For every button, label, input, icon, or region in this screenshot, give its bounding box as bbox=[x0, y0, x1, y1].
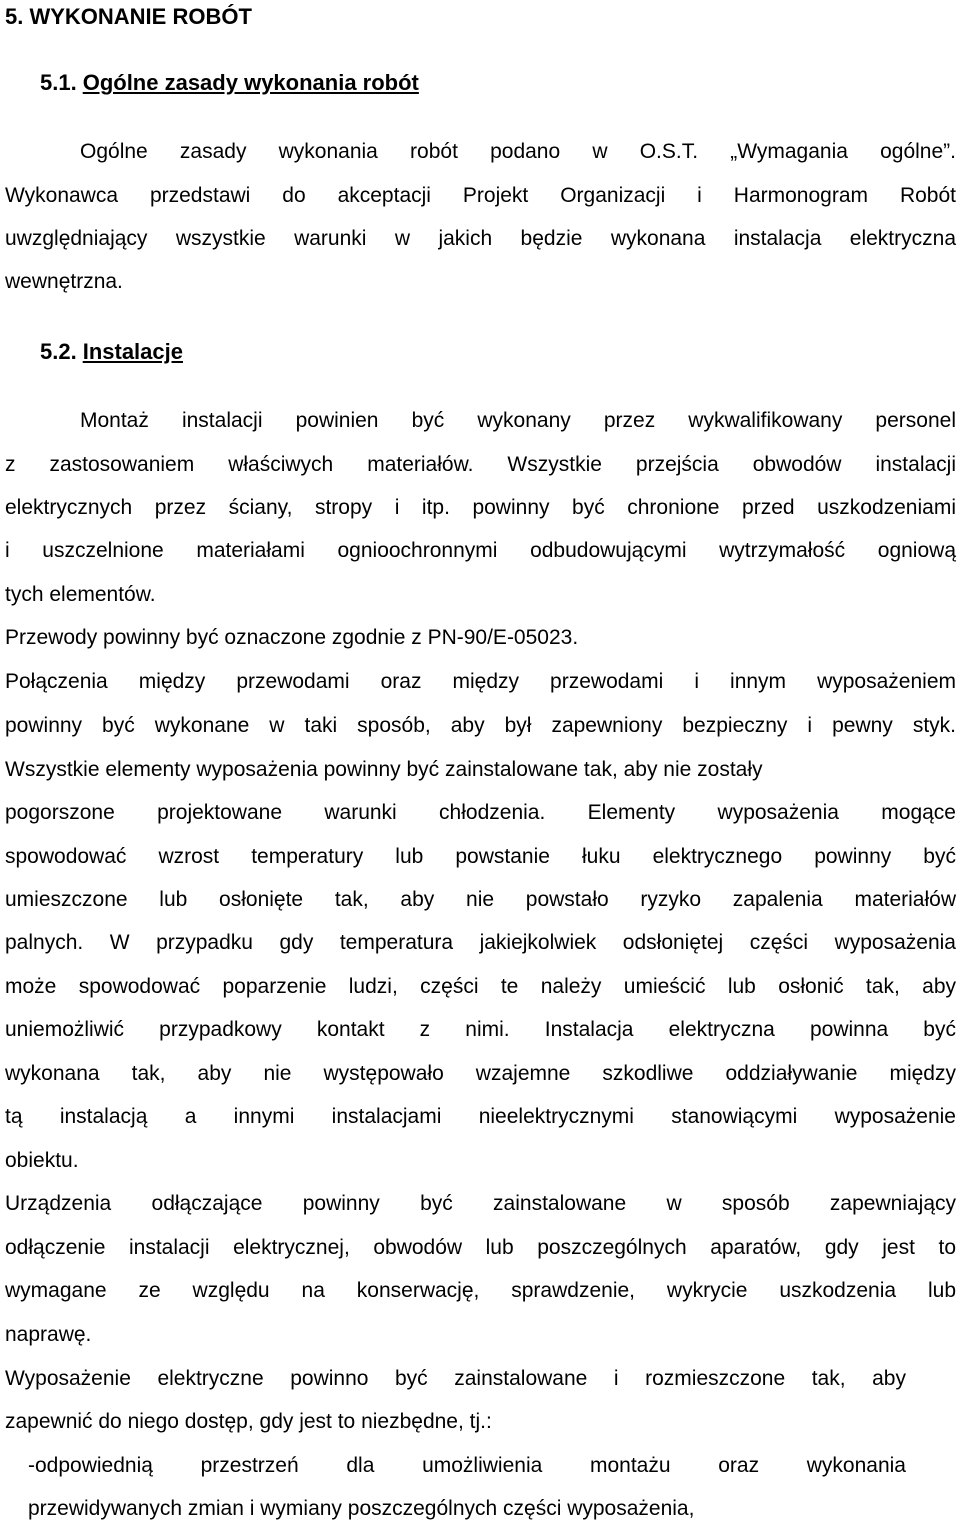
paragraph-line: naprawę. bbox=[5, 1323, 92, 1346]
section-heading-5-1 bbox=[40, 70, 960, 96]
paragraph-line: pogorszone projektowane warunki chłodzenia. Elementy wyposażenia mogące bbox=[5, 801, 956, 824]
paragraph-line: spowodować wzrost temperatury lub powstanie łuku elektrycznego powinny być bbox=[5, 845, 956, 868]
section-heading-5-2 bbox=[40, 339, 960, 365]
section-number: 5.1. bbox=[40, 70, 77, 95]
bullet-line: przewidywanych zmian i wymiany poszczególnych części wyposażenia, bbox=[28, 1497, 695, 1520]
paragraph-line: tą instalacją a innymi instalacjami nieelektrycznymi stanowiącymi wyposażenie bbox=[5, 1105, 956, 1128]
paragraph-line: elektrycznych przez ściany, stropy i itp. powinny być chronione przed uszkodzeniami bbox=[5, 496, 956, 519]
paragraph-line: z zastosowaniem właściwych materiałów. Wszystkie przejścia obwodów instalacji bbox=[5, 453, 956, 476]
paragraph-line: wykonana tak, aby nie występowało wzajemne szkodliwe oddziaływanie między bbox=[5, 1062, 956, 1085]
paragraph-line: umieszczone lub osłonięte tak, aby nie powstało ryzyko zapalenia materiałów bbox=[5, 888, 956, 911]
paragraph-line: Wyposażenie elektryczne powinno być zainstalowane i rozmieszczone tak, aby bbox=[5, 1367, 906, 1390]
paragraph-line: zapewnić do niego dostęp, gdy jest to niezbędne, tj.: bbox=[5, 1410, 492, 1433]
chapter-heading: 5. WYKONANIE ROBÓT bbox=[5, 4, 252, 29]
paragraph-line: Wykonawca przedstawi do akceptacji Projekt Organizacji i Harmonogram Robót bbox=[5, 184, 956, 207]
section-title: Ogólne zasady wykonania robót bbox=[82, 70, 419, 95]
paragraph-line: odłączenie instalacji elektrycznej, obwodów lub poszczególnych aparatów, gdy jest to bbox=[5, 1236, 956, 1259]
bullet-line: -odpowiednią przestrzeń dla umożliwienia montażu oraz wykonania bbox=[28, 1454, 906, 1477]
paragraph-line: obiektu. bbox=[5, 1149, 79, 1172]
paragraph-line: Wszystkie elementy wyposażenia powinny być zainstalowane tak, aby nie zostały bbox=[5, 758, 763, 781]
paragraph-line: wymagane ze względu na konserwację, sprawdzenie, wykrycie uszkodzenia lub bbox=[5, 1279, 956, 1302]
section-title: Instalacje bbox=[82, 339, 183, 364]
paragraph-line: Połączenia między przewodami oraz między przewodami i innym wyposażeniem bbox=[5, 670, 956, 693]
paragraph-line: może spowodować poparzenie ludzi, części te należy umieścić lub osłonić tak, aby bbox=[5, 975, 956, 998]
paragraph-line: Przewody powinny być oznaczone zgodnie z PN-90/E-05023. bbox=[5, 626, 579, 649]
paragraph-line: palnych. W przypadku gdy temperatura jakiejkolwiek odsłoniętej części wyposażenia bbox=[5, 931, 956, 954]
paragraph-line: Montaż instalacji powinien być wykonany przez wykwalifikowany personel bbox=[80, 409, 956, 432]
paragraph-line: Ogólne zasady wykonania robót podano w O.S.T. „Wymagania ogólne”. bbox=[80, 140, 956, 163]
paragraph-line: uniemożliwić przypadkowy kontakt z nimi. Instalacja elektryczna powinna być bbox=[5, 1018, 956, 1041]
paragraph-line: Urządzenia odłączające powinny być zainstalowane w sposób zapewniający bbox=[5, 1192, 956, 1215]
paragraph-line: tych elementów. bbox=[5, 583, 156, 606]
paragraph-line: wewnętrzna. bbox=[5, 270, 123, 293]
paragraph-line: powinny być wykonane w taki sposób, aby był zapewniony bezpieczny i pewny styk. bbox=[5, 714, 956, 737]
section-number: 5.2. bbox=[40, 339, 77, 364]
paragraph-line: i uszczelnione materiałami ognioochronnymi odbudowującymi wytrzymałość ogniową bbox=[5, 539, 956, 562]
paragraph-line: uwzględniający wszystkie warunki w jakich będzie wykonana instalacja elektryczna bbox=[5, 227, 956, 250]
